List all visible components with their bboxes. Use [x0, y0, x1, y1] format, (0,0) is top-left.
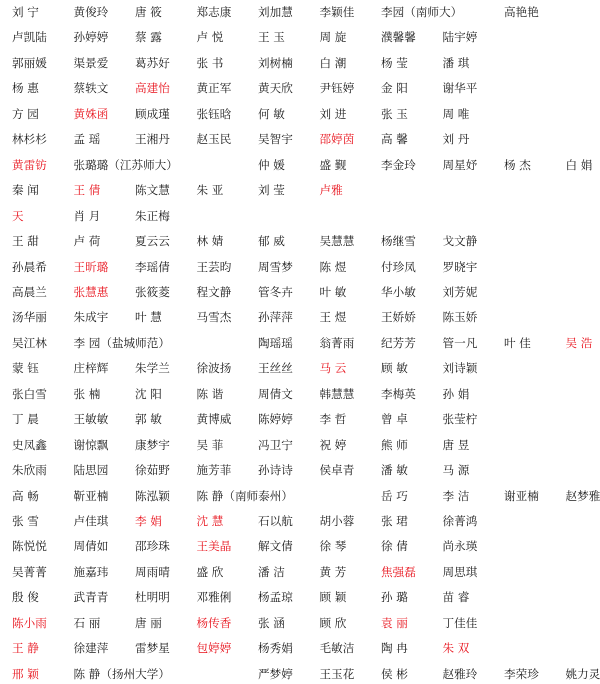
name-entry: 韩慧慧	[320, 384, 355, 404]
name-entry: 熊 师	[381, 435, 408, 455]
name-entry: 张 书	[197, 53, 224, 73]
highlighted-name: 邵婷茵	[320, 129, 355, 149]
name-entry: 卢 悦	[197, 27, 224, 47]
name-entry: 孙晨希	[12, 257, 47, 277]
name-row	[12, 562, 498, 582]
name-entry: 丁佳佳	[443, 613, 478, 633]
name-entry: 叶 佳	[504, 333, 531, 353]
name-entry: 华小敏	[381, 282, 416, 302]
name-entry: 陈 煜	[320, 257, 347, 277]
name-entry: 高晨兰	[12, 282, 47, 302]
name-entry: 渠景爱	[74, 53, 109, 73]
name-entry: 史凤鑫	[12, 435, 47, 455]
name-entry: 李 哲	[320, 409, 347, 429]
name-entry: 张莹柠	[443, 409, 478, 429]
name-entry: 康梦宇	[135, 435, 170, 455]
name-entry: 陆思园	[74, 460, 109, 480]
name-row	[12, 638, 498, 658]
name-entry: 刘 莹	[258, 180, 285, 200]
name-entry: 赵雅玲	[443, 664, 478, 684]
name-entry: 孙萍萍	[258, 307, 293, 327]
name-entry: 杨 莹	[381, 53, 408, 73]
name-entry: 陈 静（南师泰州）	[197, 486, 293, 506]
name-row	[12, 282, 498, 302]
name-entry: 毛敏洁	[320, 638, 355, 658]
name-entry: 黄正军	[197, 78, 232, 98]
highlighted-name: 王 倩	[74, 180, 101, 200]
name-entry: 王娇娇	[381, 307, 416, 327]
name-entry: 李园（南师大）	[381, 2, 462, 22]
name-entry: 濮馨馨	[381, 27, 416, 47]
name-entry: 徐建萍	[74, 638, 109, 658]
name-entry: 吴 菲	[197, 435, 224, 455]
name-entry: 施嘉玮	[74, 562, 109, 582]
name-entry: 汤华丽	[12, 307, 47, 327]
name-entry: 方 园	[12, 104, 39, 124]
name-entry: 唐 昱	[443, 435, 470, 455]
name-entry: 肖 月	[74, 206, 101, 226]
name-entry: 尚永瑛	[443, 536, 478, 556]
name-entry: 潘 洁	[258, 562, 285, 582]
name-entry: 郑志康	[197, 2, 232, 22]
name-entry: 翁菁雨	[320, 333, 355, 353]
name-entry: 张璐璐（江苏师大）	[74, 155, 178, 175]
highlighted-name: 袁 丽	[381, 613, 408, 633]
name-entry: 朱 亚	[197, 180, 224, 200]
name-entry: 顾 颖	[320, 587, 347, 607]
name-entry: 张筱菱	[135, 282, 170, 302]
name-entry: 张白雪	[12, 384, 47, 404]
name-entry: 徐菁鸿	[443, 511, 478, 531]
name-entry: 朱欣雨	[12, 460, 47, 480]
name-entry: 徐波扬	[197, 358, 232, 378]
name-entry: 王 煜	[320, 307, 347, 327]
name-entry: 王 玉	[258, 27, 285, 47]
name-entry: 卢 荷	[74, 231, 101, 251]
name-entry: 卢凯陆	[12, 27, 47, 47]
name-entry: 郭 敏	[135, 409, 162, 429]
name-entry: 侯卓青	[320, 460, 355, 480]
name-entry: 叶 慧	[135, 307, 162, 327]
highlighted-name: 黄姝函	[74, 104, 109, 124]
name-entry: 朱正梅	[135, 206, 170, 226]
name-entry: 孙婷婷	[74, 27, 109, 47]
name-row	[12, 435, 498, 455]
name-entry: 白 潮	[320, 53, 347, 73]
name-entry: 周思琪	[443, 562, 478, 582]
name-entry: 唐 丽	[135, 613, 162, 633]
name-entry: 周雨晴	[135, 562, 170, 582]
name-entry: 周 旋	[320, 27, 347, 47]
name-entry: 孙 璐	[381, 587, 408, 607]
name-entry: 谢惊飘	[74, 435, 109, 455]
name-entry: 邵珍珠	[135, 536, 170, 556]
name-entry: 刘芳妮	[443, 282, 478, 302]
name-row	[12, 129, 498, 149]
name-entry: 石 丽	[74, 613, 101, 633]
highlighted-name: 邢 颖	[12, 664, 39, 684]
name-row	[12, 587, 498, 607]
name-entry: 张钰晗	[197, 104, 232, 124]
highlighted-name: 张慧惠	[74, 282, 109, 302]
name-row	[12, 409, 498, 429]
name-row	[12, 536, 498, 556]
name-entry: 王敏敏	[74, 409, 109, 429]
highlighted-name: 陈小雨	[12, 613, 47, 633]
name-entry: 付珍凤	[381, 257, 416, 277]
name-entry: 仲 媛	[258, 155, 285, 175]
name-entry: 沈 阳	[135, 384, 162, 404]
name-entry: 李颖佳	[320, 2, 355, 22]
name-entry: 陈婷婷	[258, 409, 293, 429]
name-entry: 胡小蓉	[320, 511, 355, 531]
highlighted-name: 沈 慧	[197, 511, 224, 531]
name-entry: 罗晓宇	[443, 257, 478, 277]
highlighted-name: 焦强磊	[381, 562, 416, 582]
name-row	[12, 664, 498, 684]
name-entry: 陈 谐	[197, 384, 224, 404]
name-entry: 殷 俊	[12, 587, 39, 607]
name-entry: 黄俊玲	[74, 2, 109, 22]
highlighted-name: 卢雅	[320, 180, 343, 200]
highlighted-name: 吴 浩	[566, 333, 593, 353]
name-entry: 谢亚楠	[504, 486, 539, 506]
name-entry: 纪芳芳	[381, 333, 416, 353]
name-entry: 李 洁	[443, 486, 470, 506]
name-entry: 陈泓颖	[135, 486, 170, 506]
name-entry: 徐 琴	[320, 536, 347, 556]
name-entry: 蒙 钰	[12, 358, 39, 378]
name-entry: 周倩文	[258, 384, 293, 404]
name-entry: 严梦婷	[258, 664, 293, 684]
name-row	[12, 486, 498, 506]
name-entry: 徐 倩	[381, 536, 408, 556]
name-entry: 曾 卓	[381, 409, 408, 429]
name-entry: 李金玲	[381, 155, 416, 175]
name-entry: 施芳菲	[197, 460, 232, 480]
name-entry: 黄 芳	[320, 562, 347, 582]
name-entry: 庄梓辉	[74, 358, 109, 378]
name-row	[12, 460, 498, 480]
name-entry: 唐 筱	[135, 2, 162, 22]
name-entry: 蔡轶文	[74, 78, 109, 98]
name-entry: 刘诗颖	[443, 358, 478, 378]
name-entry: 王玉花	[320, 664, 355, 684]
name-row	[12, 257, 498, 277]
name-row	[12, 2, 498, 22]
highlighted-name: 马 云	[320, 358, 347, 378]
name-row	[12, 333, 498, 353]
highlighted-name: 王美晶	[197, 536, 232, 556]
name-entry: 徐茹野	[135, 460, 170, 480]
name-entry: 雷梦星	[135, 638, 170, 658]
name-entry: 卢佳琪	[74, 511, 109, 531]
name-entry: 郭丽媛	[12, 53, 47, 73]
name-entry: 张 楠	[74, 384, 101, 404]
name-entry: 马 源	[443, 460, 470, 480]
name-entry: 刘 丹	[443, 129, 470, 149]
name-entry: 林 婧	[197, 231, 224, 251]
name-entry: 尹钰婷	[320, 78, 355, 98]
name-entry: 李瑶倩	[135, 257, 170, 277]
name-entry: 马雪杰	[197, 307, 232, 327]
name-entry: 陈文慧	[135, 180, 170, 200]
name-entry: 程文静	[197, 282, 232, 302]
name-entry: 蔡 露	[135, 27, 162, 47]
name-entry: 夏云云	[135, 231, 170, 251]
name-row	[12, 206, 498, 226]
name-entry: 祝 婷	[320, 435, 347, 455]
name-entry: 王 甜	[12, 231, 39, 251]
name-entry: 白 娟	[566, 155, 593, 175]
name-entry: 解文倩	[258, 536, 293, 556]
name-entry: 赵梦雅	[566, 486, 600, 506]
name-entry: 王湘丹	[135, 129, 170, 149]
name-entry: 盛 欣	[197, 562, 224, 582]
name-entry: 孙诗诗	[258, 460, 293, 480]
highlighted-name: 杨传香	[197, 613, 232, 633]
name-entry: 张 珺	[381, 511, 408, 531]
name-entry: 杨秀娟	[258, 638, 293, 658]
name-entry: 秦 闻	[12, 180, 39, 200]
name-entry: 黄博威	[197, 409, 232, 429]
name-entry: 盛 觐	[320, 155, 347, 175]
name-entry: 孙 娟	[443, 384, 470, 404]
name-entry: 吴慧慧	[320, 231, 355, 251]
name-entry: 潘 敏	[381, 460, 408, 480]
name-entry: 高艳艳	[504, 2, 539, 22]
name-entry: 叶 敏	[320, 282, 347, 302]
name-entry: 顾 敏	[381, 358, 408, 378]
name-entry: 侯 彬	[381, 664, 408, 684]
name-entry: 孟 瑶	[74, 129, 101, 149]
name-entry: 刘 宁	[12, 2, 39, 22]
name-entry: 陈玉娇	[443, 307, 478, 327]
name-entry: 邓雅俐	[197, 587, 232, 607]
name-row	[12, 104, 498, 124]
name-entry: 刘加慧	[258, 2, 293, 22]
name-row	[12, 511, 498, 531]
name-entry: 张 玉	[381, 104, 408, 124]
name-entry: 冯卫宁	[258, 435, 293, 455]
name-row	[12, 384, 498, 404]
highlighted-name: 天	[12, 206, 24, 226]
name-entry: 张 雪	[12, 511, 39, 531]
highlighted-name: 高建怡	[135, 78, 170, 98]
name-entry: 戈文静	[443, 231, 478, 251]
name-entry: 李 园（盐城师范）	[74, 333, 170, 353]
name-entry: 顾 欣	[320, 613, 347, 633]
name-entry: 黄天欣	[258, 78, 293, 98]
highlighted-name: 李 娟	[135, 511, 162, 531]
name-entry: 刘树楠	[258, 53, 293, 73]
highlighted-name: 朱 双	[443, 638, 470, 658]
name-entry: 高 畅	[12, 486, 39, 506]
name-entry: 王丝丝	[258, 358, 293, 378]
name-entry: 李梅英	[381, 384, 416, 404]
name-row	[12, 78, 498, 98]
name-entry: 周 唯	[443, 104, 470, 124]
name-entry: 杨孟琼	[258, 587, 293, 607]
name-entry: 葛苏好	[135, 53, 170, 73]
name-entry: 张 涵	[258, 613, 285, 633]
highlighted-name: 王 静	[12, 638, 39, 658]
name-row	[12, 53, 498, 73]
name-entry: 杨 杰	[504, 155, 531, 175]
name-entry: 朱成宇	[74, 307, 109, 327]
name-entry: 朱学兰	[135, 358, 170, 378]
name-entry: 高 馨	[381, 129, 408, 149]
name-entry: 杨继雪	[381, 231, 416, 251]
highlighted-name: 包婷婷	[197, 638, 232, 658]
name-entry: 陶 冉	[381, 638, 408, 658]
name-entry: 何 敏	[258, 104, 285, 124]
name-entry: 靳亚楠	[74, 486, 109, 506]
name-row	[12, 27, 498, 47]
name-entry: 吴江林	[12, 333, 47, 353]
name-entry: 苗 睿	[443, 587, 470, 607]
name-entry: 潘 琪	[443, 53, 470, 73]
name-entry: 周雪梦	[258, 257, 293, 277]
name-row	[12, 307, 498, 327]
name-row	[12, 613, 498, 633]
highlighted-name: 王昕璐	[74, 257, 109, 277]
highlighted-name: 黄雷钫	[12, 155, 47, 175]
name-entry: 陆宇婷	[443, 27, 478, 47]
name-row	[12, 231, 498, 251]
name-entry: 金 阳	[381, 78, 408, 98]
name-entry: 郁 威	[258, 231, 285, 251]
name-entry: 王芸昀	[197, 257, 232, 277]
name-row	[12, 155, 498, 175]
name-entry: 吴菁菁	[12, 562, 47, 582]
name-entry: 赵玉民	[197, 129, 232, 149]
name-entry: 李荣珍	[504, 664, 539, 684]
name-entry: 陶瑶瑶	[258, 333, 293, 353]
name-entry: 刘 进	[320, 104, 347, 124]
name-row	[12, 180, 498, 200]
name-entry: 岳 巧	[381, 486, 408, 506]
name-entry: 陈悦悦	[12, 536, 47, 556]
name-entry: 管一凡	[443, 333, 478, 353]
name-entry: 吴智宇	[258, 129, 293, 149]
name-entry: 丁 晨	[12, 409, 39, 429]
name-entry: 杨 惠	[12, 78, 39, 98]
name-entry: 管冬卉	[258, 282, 293, 302]
name-entry: 姚力灵	[566, 664, 600, 684]
name-entry: 谢华平	[443, 78, 478, 98]
name-entry: 石以航	[258, 511, 293, 531]
name-entry: 周星妤	[443, 155, 478, 175]
name-entry: 陈 静（扬州大学）	[74, 664, 170, 684]
name-row	[12, 358, 498, 378]
name-entry: 林杉杉	[12, 129, 47, 149]
name-entry: 杜明明	[135, 587, 170, 607]
name-entry: 武青青	[74, 587, 109, 607]
name-entry: 周倩如	[74, 536, 109, 556]
name-entry: 顾成瑾	[135, 104, 170, 124]
